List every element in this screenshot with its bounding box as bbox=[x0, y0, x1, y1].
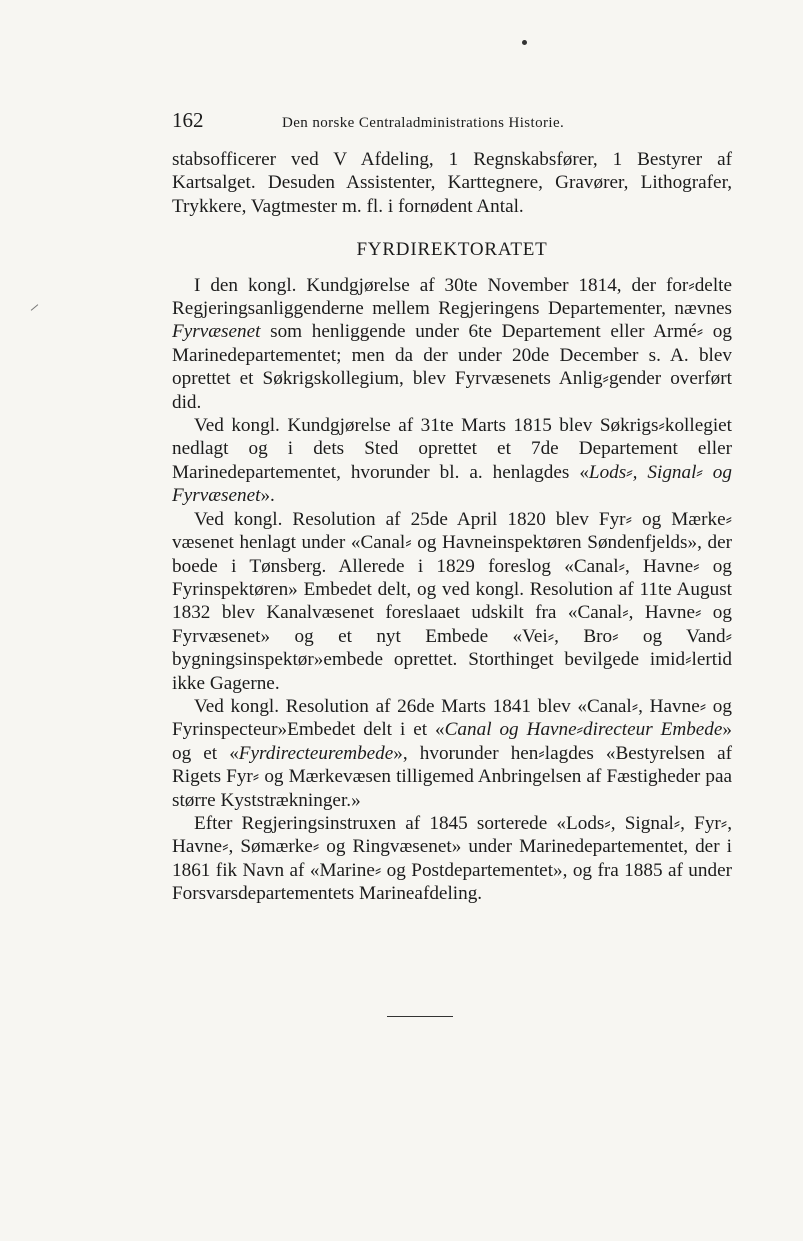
page-header bbox=[172, 108, 632, 133]
paragraph-4-italic-2: Fyrdirecteurembede bbox=[238, 742, 394, 764]
paragraph-1 bbox=[172, 274, 732, 414]
body-text bbox=[172, 148, 732, 906]
paragraph-4-text-b: » og et « bbox=[172, 719, 733, 764]
paragraph-2 bbox=[172, 414, 732, 508]
running-title: Den norske Centraladministrations Historie. bbox=[282, 115, 565, 131]
end-rule bbox=[387, 1016, 453, 1017]
paragraph-3: Ved kongl. Resolution af 25de April 1820 blev Fyr⸗ og Mærke⸗væsenet henlagt under «Canal⸗ og Havneinspektøren Søndenfjelds», der boede i Tønsberg. Allerede i 1829 foreslog «Canal⸗, Havne⸗ og Fyrinspektøren» Embedet delt, og ved kongl. Resolution af 11te August 1832 blev Kanalvæsenet foreslaaet udskilt fra «Canal⸗, Havne⸗ og Fyrvæsenet» og et nyt Embede «Vei⸗, Bro⸗ og Vand⸗bygningsinspektør»embede oprettet. Storthinget bevilgede imid⸗lertid ikke Gagerne. bbox=[172, 508, 732, 694]
paragraph-4 bbox=[172, 695, 732, 812]
paragraph-1-text-a: I den kongl. Kundgjørelse af 30te November 1814, der for⸗delte Regjeringsanliggenderne mellem Regjeringens Departementer, nævnes bbox=[172, 274, 732, 320]
paragraph-2-italic: Lods⸗, Signal⸗ og Fyrvæsenet bbox=[172, 461, 732, 507]
paragraph-1-text-b: som henliggende under 6te Departement eller Armé⸗ og Marinedepartementet; men da der under 20de December s. A. blev oprettet et Søkrigskollegium, blev Fyrvæsenets Anlig⸗gender overført did. bbox=[172, 321, 732, 413]
paragraph-2-text-b: ». bbox=[260, 485, 275, 507]
page-number: 162 bbox=[172, 108, 204, 132]
paragraph-5: Efter Regjeringsinstruxen af 1845 sorterede «Lods⸗, Signal⸗, Fyr⸗, Havne⸗, Sømærke⸗ og Ringvæsenet» under Marinedepartementet, der i 1861 fik Navn af «Marine⸗ og Postdepartementet», og fra 1885 af under Forsvarsdepartementets Marineafdeling. bbox=[172, 812, 732, 905]
section-heading: FYRDIREKTORATET bbox=[356, 239, 548, 261]
paragraph-intro: stabsofficerer ved V Afdeling, 1 Regnskabsfører, 1 Bestyrer af Kartsalget. Desuden Assistenter, Karttegnere, Gravører, Lithografer, Trykkere, Vagtmester m. fl. i fornødent Antal. bbox=[172, 149, 732, 217]
paragraph-4-text-c: », hvorunder hen⸗lagdes «Bestyrelsen af Rigets Fyr⸗ og Mærkevæsen tilligemed Anbringelsen af Fæstigheder paa større Kyststrækninger.» bbox=[172, 742, 732, 811]
paragraph-1-italic: Fyrvæsenet bbox=[172, 321, 261, 343]
margin-mark bbox=[31, 304, 39, 311]
paragraph-4-italic-1: Canal og Havne⸗directeur Embede bbox=[444, 719, 723, 741]
paragraph-4-text-a: Ved kongl. Resolution af 26de Marts 1841 blev «Canal⸗, Havne⸗ og Fyrinspecteur»Embedet delt i et « bbox=[172, 695, 732, 741]
paragraph-2-text-a: Ved kongl. Kundgjørelse af 31te Marts 1815 blev Søkrigs⸗kollegiet nedlagt og i dets Sted oprettet et 7de Departement eller Marinedepartementet, hvorunder bl. a. henlagdes « bbox=[172, 415, 732, 483]
ink-dot bbox=[522, 40, 527, 45]
